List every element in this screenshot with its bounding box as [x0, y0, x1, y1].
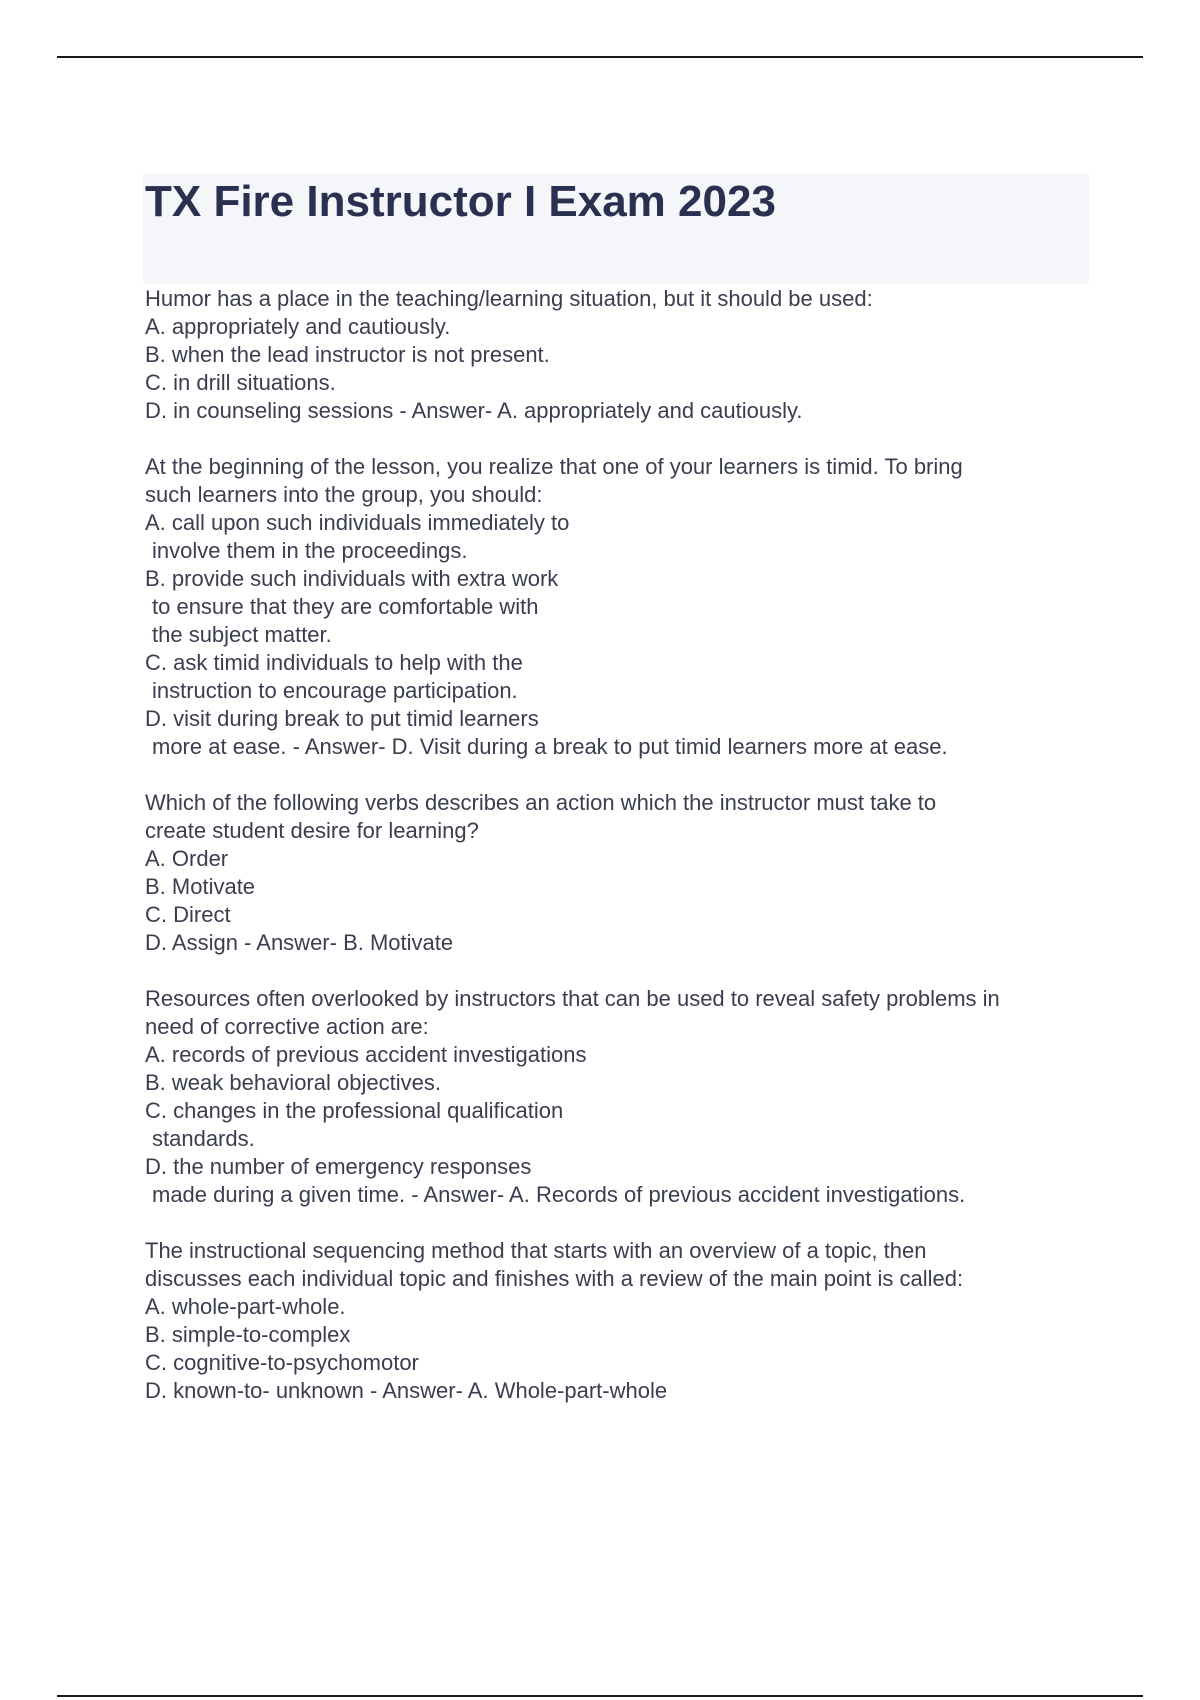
question-line: such learners into the group, you should: — [145, 482, 543, 507]
question-line: involve them in the proceedings. — [152, 538, 468, 563]
question-line: need of corrective action are: — [145, 1014, 429, 1039]
question-line: A. Order — [145, 846, 229, 871]
question-line: B. Motivate — [145, 874, 256, 899]
question-line: C. Direct — [145, 902, 231, 927]
question-line: B. provide such individuals with extra work — [145, 566, 559, 591]
question-line: D. known-to- unknown - Answer- A. Whole-part-whole — [145, 1378, 668, 1403]
question-line: discusses each individual topic and finishes with a review of the main point is called: — [145, 1266, 964, 1291]
document-title: TX Fire Instructor I Exam 2023 — [145, 177, 776, 226]
question-text: At the beginning of the lesson, you realize that one of your learners is timid. To bring — [145, 454, 963, 479]
question-text: The instructional sequencing method that starts with an overview of a topic, then — [145, 1238, 927, 1263]
question-line: B. when the lead instructor is not present. — [145, 342, 550, 367]
question-line: C. ask timid individuals to help with the — [145, 650, 523, 675]
question-line: C. changes in the professional qualification — [145, 1098, 564, 1123]
question-list — [145, 285, 1105, 1433]
question-line: made during a given time. - Answer- A. Records of previous accident investigations. — [152, 1182, 966, 1207]
question-line: instruction to encourage participation. — [152, 678, 518, 703]
question-block — [145, 1237, 1105, 1405]
question-line: A. whole-part-whole. — [145, 1294, 346, 1319]
question-block — [145, 285, 1105, 425]
question-line: A. records of previous accident investigations — [145, 1042, 587, 1067]
question-line: B. weak behavioral objectives. — [145, 1070, 441, 1095]
question-text: Humor has a place in the teaching/learning situation, but it should be used: — [145, 286, 873, 311]
question-line: A. call upon such individuals immediately to — [145, 510, 570, 535]
question-line: to ensure that they are comfortable with — [152, 594, 539, 619]
question-line: B. simple-to-complex — [145, 1322, 351, 1347]
question-line: D. visit during break to put timid learners — [145, 706, 539, 731]
question-line: more at ease. - Answer- D. Visit during a break to put timid learners more at ease. — [152, 734, 948, 759]
question-line: D. the number of emergency responses — [145, 1154, 532, 1179]
question-line: create student desire for learning? — [145, 818, 479, 843]
question-line: standards. — [152, 1126, 255, 1151]
question-line: C. in drill situations. — [145, 370, 336, 395]
question-block — [145, 453, 1105, 761]
question-block — [145, 789, 1105, 957]
footer-rule — [57, 1695, 1143, 1697]
question-text: Resources often overlooked by instructors that can be used to reveal safety problems in — [145, 986, 1000, 1011]
question-text: Which of the following verbs describes an action which the instructor must take to — [145, 790, 937, 815]
question-line: D. in counseling sessions - Answer- A. appropriately and cautiously. — [145, 398, 803, 423]
question-line: D. Assign - Answer- B. Motivate — [145, 930, 454, 955]
header-rule — [57, 56, 1143, 58]
question-line: A. appropriately and cautiously. — [145, 314, 451, 339]
question-line: C. cognitive-to-psychomotor — [145, 1350, 419, 1375]
question-block — [145, 985, 1105, 1209]
question-line: the subject matter. — [152, 622, 332, 647]
